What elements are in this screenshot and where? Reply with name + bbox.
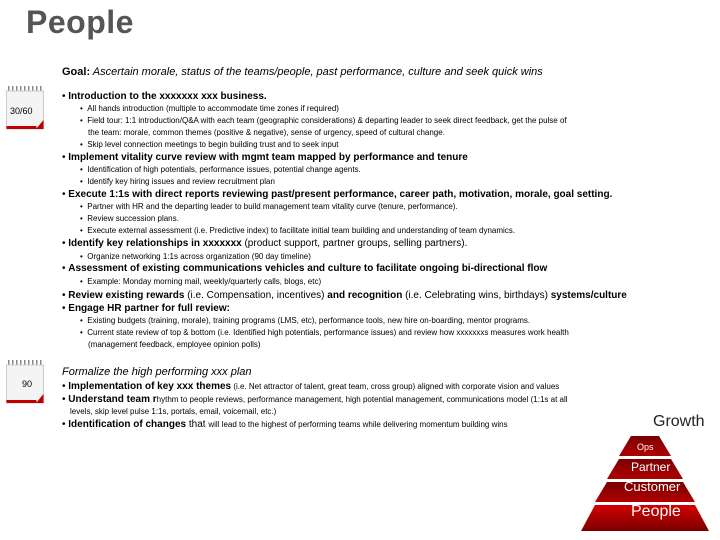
- goal-line: [62, 66, 543, 78]
- sub-bullet-continuation: (management feedback, employee opinion polls): [88, 340, 261, 349]
- page-title: People: [26, 4, 134, 40]
- bullet: • Execute 1:1s with direct reports reviewing past/present performance, career path, motivation, morale, goal setting.: [62, 189, 613, 200]
- sub-bullet: • Partner with HR and the departing leader to build management team vitality curve (tenure, performance).: [80, 202, 458, 211]
- pyramid-label-customer: Customer: [624, 479, 681, 494]
- sub-bullet: • Existing budgets (training, morale), training programs (LMS, etc), performance tools, new hire on-boarding, mentor programs.: [80, 316, 531, 325]
- goal-label: Goal:: [62, 66, 91, 78]
- sub-bullet: • Skip level connection meetings to begin building trust and to seek input: [80, 140, 339, 149]
- bullet: • Review existing rewards (i.e. Compensation, incentives) and recognition (i.e. Celebrating wins, birthdays) systems/culture: [62, 290, 627, 301]
- bullet: • Assessment of existing communications vehicles and culture to facilitate ongoing bi-directional flow: [62, 263, 548, 274]
- bullet: • Understand team rhythm to people reviews, performance management, high potential management, communications model (1:1s at all: [62, 394, 568, 405]
- bullet: • Engage HR partner for full review:: [62, 303, 230, 314]
- bullet: • Introduction to the xxxxxxx xxx business.: [62, 91, 267, 102]
- sub-bullet: • Current state review of top & bottom (i.e. Identified high potentials, performance issues) and review how xxxxxxxs measures work health: [80, 328, 569, 337]
- calendar-label: 30/60: [10, 106, 33, 116]
- bullet: • Implementation of key xxx themes (i.e. Net attractor of talent, great team, cross group) aligned with corporate vision and values: [62, 381, 560, 392]
- sub-bullet: • Organize networking 1:1s across organization (90 day timeline): [80, 252, 311, 261]
- sub-bullet: • Identification of high potentials, performance issues, potential change agents.: [80, 165, 361, 174]
- pyramid-label-ops: Ops: [637, 442, 654, 452]
- sub-bullet-continuation: the team: morale, common themes (positive & negative), sense of urgency, speed of cultural change.: [88, 128, 445, 137]
- bullet: • Implement vitality curve review with mgmt team mapped by performance and tenure: [62, 152, 468, 163]
- pyramid-label-growth: Growth: [653, 413, 705, 430]
- bullet: • Identify key relationships in xxxxxxx (product support, partner groups, selling partners).: [62, 238, 468, 249]
- formalize-heading: Formalize the high performing xxx plan: [62, 366, 252, 378]
- bullet: • Identification of changes that will lead to the highest of performing teams while delivering momentum building wins: [62, 419, 508, 430]
- calendar-label: 90: [22, 379, 33, 389]
- bullet-continuation: levels, skip level pulse 1:1s, portals, email, voicemail, etc.): [70, 407, 277, 416]
- pyramid-label-people: People: [631, 503, 681, 520]
- sub-bullet: • Field tour: 1:1 introduction/Q&A with each team (geographic considerations) & departing leader to seek direct feedback, get the pulse of: [80, 116, 567, 125]
- pyramid-label-partner: Partner: [631, 460, 671, 474]
- goal-text: Ascertain morale, status of the teams/people, past performance, culture and seek quick wins: [90, 66, 543, 78]
- sub-bullet: • Identify key hiring issues and review recruitment plan: [80, 177, 275, 186]
- sub-bullet: • Execute external assessment (i.e. Predictive index) to facilitate initial team building and understanding of team dynamics.: [80, 226, 516, 235]
- sub-bullet: • All hands introduction (multiple to accommodate time zones if required): [80, 104, 339, 113]
- sub-bullet: • Review succession plans.: [80, 214, 179, 223]
- pyramid-diagram: [575, 405, 715, 540]
- sub-bullet: • Example: Monday morning mail, weekly/quarterly calls, blogs, etc): [80, 277, 322, 286]
